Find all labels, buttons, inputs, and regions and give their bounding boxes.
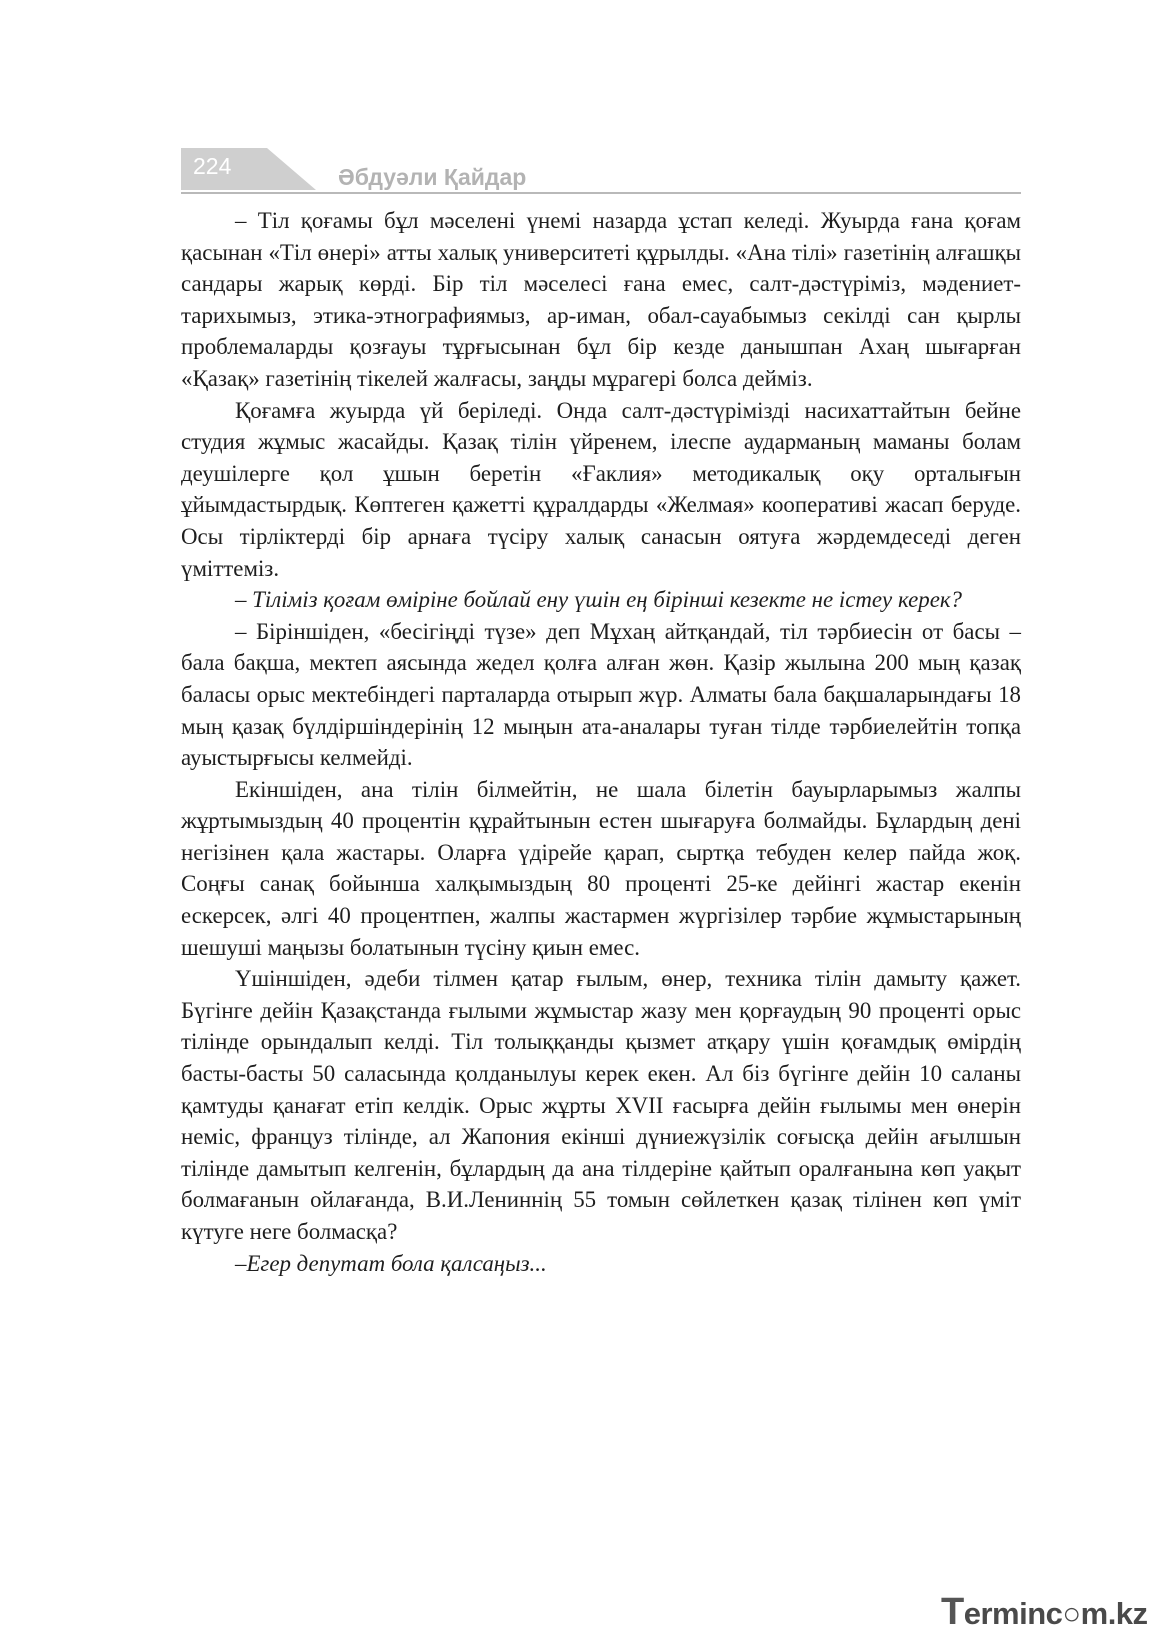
header-rule (181, 192, 1021, 194)
paragraph: Екіншіден, ана тілін білмейтін, не шала білетін бауырларымыз жалпы жұртымыздың 40 процентін құрайтынын естен шығаруға болмайды. Бұлардың дені негізінен қала жастары. Оларға үдірейе қарап, сыртқа тебуден келер пайда жоқ. Соңғы санақ бойынша халқымыздың 80 проценті 25-ке дейінгі жастар екенін ескерсек, әлгі 40 процентпен, жалпы жастармен жүргізілер тәрбие жұмыстарының шешуші маңызы болатынын түсіну қиын емес. (181, 776, 1021, 960)
page-header (181, 148, 1021, 196)
paragraph: Үшіншіден, әдеби тілмен қатар ғылым, өнер, техника тілін дамыту қажет. Бүгінге дейін Қазақстанда ғылыми жұмыстар жазу мен қорғаудың 90 проценті орыс тілінде орындалып келді. Тіл толыққанды қызмет атқару үшін қоғамдық өмірдің басты-басты 50 саласында қолданылуы керек екен. Ал біз бүгінге дейін 10 саланы қамтуды қанағат етіп келдік. Орыс жұрты XVII ғасырға дейін ғылымы мен өнерін неміс, француз тілінде, ал Жапония екінші дүниежүзілік соғысқа дейін ағылшын тілінде дамытып келгенін, бұлардың да ана тілдеріне қайтып оралғанына көп уақыт болмағанын ойлағанда, В.И.Лениннің 55 томын сөйлеткен қазақ тілінен көп үміт күтуге неге болмасқа? (181, 966, 1021, 1244)
termincom-watermark: Terminc○m.kz (941, 1591, 1148, 1633)
paragraph: Қоғамға жуырда үй беріледі. Онда салт-дәстүрімізді насихаттайтын бейне студия жұмыс жасайды. Қазақ тілін үйренем, ілеспе аударманың маманы болам деушілерге қол ұшын беретін «Ғаклия» методикалық оқу орталығын ұйымдастырдық. Көптеген қажетті құралдарды «Желмая» кооперативі жасап беруде. Осы тірліктерді бір арнаға түсіру халық санасын оятуға жәрдемдеседі деген үміттеміз. (181, 397, 1021, 581)
interview-question: – Тіліміз қоғам өміріне бойлай ену үшін ең бірінші кезекте не істеу керек? (235, 587, 963, 613)
interview-question: –Егер депутат бола қалсаңыз... (235, 1250, 547, 1276)
page-number: 224 (193, 153, 232, 179)
body-text (181, 205, 1021, 1279)
paragraph: – Біріншіден, «бесігіңді түзе» деп Мұхаң айтқандай, тіл тәрбиесін от басы – бала бақша, мектеп аясында жедел қолға алған жөн. Қазір жылына 200 мың қазақ баласы орыс мектебіндегі парталарда отырып жүр. Алматы бала бақшаларындағы 18 мың қазақ бүлдіршіндерінің 12 мыңын ата-аналары туған тілде тәрбиелейтін топқа ауыстырғысы келмейді. (181, 618, 1021, 771)
running-head-author: Әбдуәли Қайдар (338, 164, 527, 190)
paragraph: – Тіл қоғамы бұл мәселені үнемі назарда ұстап келеді. Жуырда ғана қоғам қасынан «Тіл өнері» атты халық университеті құрылды. «Ана тілі» газетінің алғашқы сандары жарық көрді. Бір тіл мәселесі ғана емес, салт-дәстүріміз, мәдениет-тарихымыз, этика-этнографиямыз, ар-иман, обал-сауабымыз секілді сан қырлы проблемаларды қозғауы тұрғысынан бұл бір кезде данышпан Ахаң шығарған «Қазақ» газетінің тікелей жалғасы, заңды мұрагері болса дейміз. (181, 208, 1021, 391)
